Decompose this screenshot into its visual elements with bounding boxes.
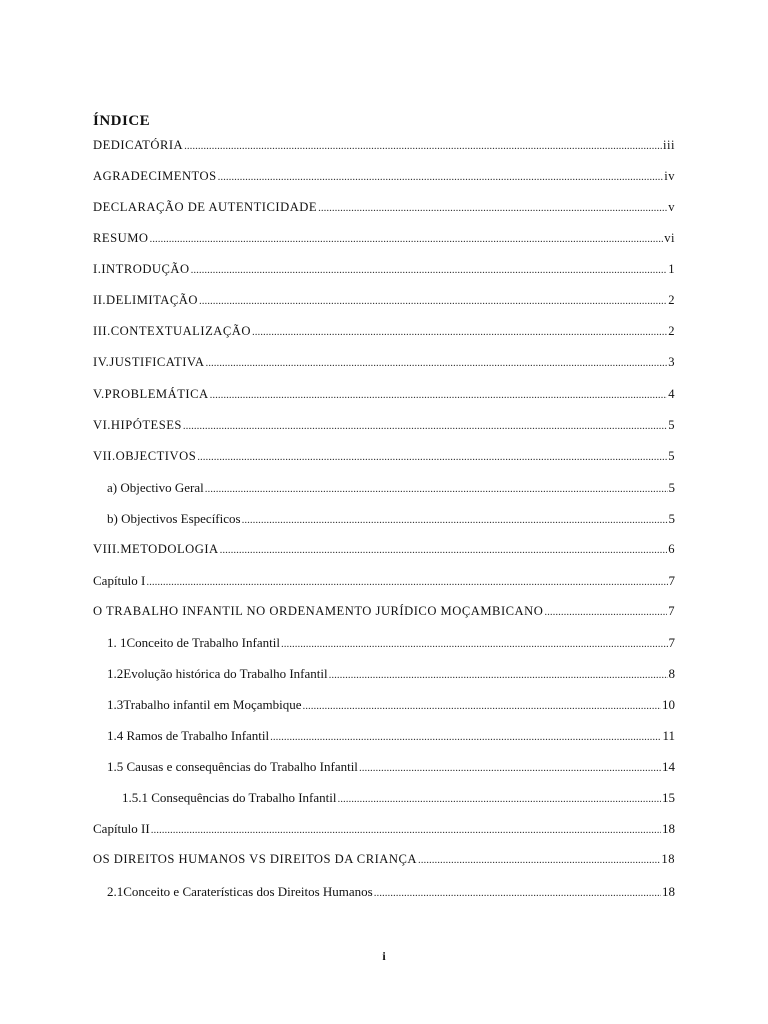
toc-entry-page: 5 bbox=[668, 510, 675, 526]
toc-entry[interactable] bbox=[93, 852, 675, 883]
toc-entry-label: 1.5.1 Consequências do Trabalho Infantil bbox=[122, 790, 337, 806]
toc-entry-page: 4 bbox=[668, 386, 675, 401]
toc-entry-page: 5 bbox=[668, 417, 675, 432]
toc-entry-page: vi bbox=[664, 231, 675, 246]
toc-entry[interactable] bbox=[93, 759, 675, 790]
toc-entry-label: 1.4 Ramos de Trabalho Infantil bbox=[107, 728, 270, 744]
toc-entry-page: 15 bbox=[662, 790, 675, 806]
toc-entry[interactable] bbox=[93, 387, 675, 418]
toc-entry-label: 1.3Trabalho infantil em Moçambique bbox=[107, 697, 302, 713]
toc-entry-label: O TRABALHO INFANTIL NO ORDENAMENTO JURÍDICO MOÇAMBICANO bbox=[93, 603, 544, 618]
toc-dot-leader bbox=[329, 669, 668, 681]
toc-entry-page: 1 bbox=[668, 262, 675, 277]
toc-entry-page: 6 bbox=[668, 541, 675, 556]
toc-entry-label: OS DIREITOS HUMANOS VS DIREITOS DA CRIANÇA bbox=[93, 852, 417, 867]
toc-dot-leader bbox=[374, 887, 661, 899]
toc-entry[interactable] bbox=[93, 821, 675, 852]
toc-dot-leader bbox=[252, 326, 667, 338]
toc-entry[interactable] bbox=[93, 511, 675, 542]
toc-dot-leader bbox=[146, 576, 667, 588]
toc-entry-page: 2 bbox=[668, 324, 675, 339]
toc-entry-page: 10 bbox=[662, 697, 675, 713]
toc-entry-page: 5 bbox=[668, 479, 675, 495]
toc-entry-page: 7 bbox=[668, 635, 675, 650]
toc-dot-leader bbox=[218, 171, 664, 183]
toc-entry-label: IV.JUSTIFICATIVA bbox=[93, 355, 205, 370]
page-number: i bbox=[382, 949, 386, 963]
toc-entry-label: VI.HIPÓTESES bbox=[93, 417, 182, 432]
toc-entry-page: 18 bbox=[661, 852, 675, 867]
toc-entry-label: b) Objectivos Específicos bbox=[107, 510, 241, 526]
toc-entry-page: 18 bbox=[662, 821, 675, 837]
toc-entry[interactable] bbox=[93, 480, 675, 511]
toc-dot-leader bbox=[337, 793, 661, 805]
toc-entry[interactable] bbox=[93, 884, 675, 915]
toc-entry-page: iii bbox=[663, 138, 675, 152]
toc-entry[interactable] bbox=[93, 666, 675, 697]
toc-entry-label: 1.2Evolução histórica do Trabalho Infantil bbox=[107, 666, 328, 682]
toc-entry-label: V.PROBLEMÁTICA bbox=[93, 386, 209, 401]
toc-entry[interactable] bbox=[93, 728, 675, 759]
toc-entry[interactable] bbox=[93, 418, 675, 449]
toc-dot-leader bbox=[359, 762, 661, 774]
toc-dot-leader bbox=[184, 140, 662, 152]
toc-entry-page: 7 bbox=[668, 603, 675, 618]
toc-entry-label: DECLARAÇÃO DE AUTENTICIDADE bbox=[93, 200, 318, 215]
toc-entry-label: I.INTRODUÇÃO bbox=[93, 262, 190, 277]
toc-dot-leader bbox=[281, 638, 668, 650]
toc-entry-label: Capítulo II bbox=[93, 821, 150, 837]
toc-entry[interactable] bbox=[93, 324, 675, 355]
toc-title: ÍNDICE bbox=[93, 113, 151, 129]
toc-dot-leader bbox=[197, 451, 667, 463]
toc-entry[interactable] bbox=[93, 138, 675, 169]
toc-entry-label: a) Objectivo Geral bbox=[107, 479, 204, 495]
toc-entry[interactable] bbox=[93, 635, 675, 666]
toc-entry[interactable] bbox=[93, 697, 675, 728]
toc-entry-label: Capítulo I bbox=[93, 572, 146, 588]
table-of-contents bbox=[93, 138, 675, 915]
toc-dot-leader bbox=[418, 854, 660, 866]
toc-dot-leader bbox=[205, 483, 668, 495]
toc-entry-page: 2 bbox=[668, 293, 675, 308]
toc-entry[interactable] bbox=[93, 262, 675, 293]
toc-entry-label: VII.OBJECTIVOS bbox=[93, 448, 197, 463]
toc-entry-page: 18 bbox=[662, 883, 675, 899]
toc-entry[interactable] bbox=[93, 449, 675, 480]
toc-dot-leader bbox=[183, 420, 667, 432]
toc-dot-leader bbox=[544, 606, 667, 618]
toc-dot-leader bbox=[303, 700, 662, 712]
toc-entry-label: 1.5 Causas e consequências do Trabalho Infantil bbox=[107, 759, 358, 775]
toc-entry-label: 1. 1Conceito de Trabalho Infantil bbox=[107, 635, 280, 650]
toc-entry[interactable] bbox=[93, 169, 675, 200]
toc-entry[interactable] bbox=[93, 573, 675, 604]
toc-entry-page: 11 bbox=[662, 728, 675, 744]
toc-entry-label: RESUMO bbox=[93, 231, 149, 246]
toc-dot-leader bbox=[151, 824, 661, 836]
toc-dot-leader bbox=[270, 731, 661, 743]
toc-entry-label: DEDICATÓRIA bbox=[93, 138, 184, 152]
toc-entry[interactable] bbox=[93, 790, 675, 821]
toc-entry-label: 2.1Conceito e Caraterísticas dos Direitos Humanos bbox=[107, 883, 373, 899]
toc-entry-label: AGRADECIMENTOS bbox=[93, 169, 217, 184]
toc-entry[interactable] bbox=[93, 355, 675, 386]
toc-dot-leader bbox=[149, 233, 663, 245]
toc-entry-page: 14 bbox=[662, 759, 675, 775]
toc-dot-leader bbox=[242, 514, 668, 526]
toc-entry[interactable] bbox=[93, 293, 675, 324]
toc-dot-leader bbox=[205, 357, 667, 369]
toc-dot-leader bbox=[220, 544, 668, 556]
toc-entry-label: VIII.METODOLOGIA bbox=[93, 541, 219, 556]
toc-dot-leader bbox=[210, 389, 668, 401]
toc-entry[interactable] bbox=[93, 200, 675, 231]
toc-entry[interactable] bbox=[93, 542, 675, 573]
toc-entry-label: III.CONTEXTUALIZAÇÃO bbox=[93, 324, 251, 339]
toc-dot-leader bbox=[199, 295, 667, 307]
toc-entry-page: v bbox=[668, 200, 675, 215]
toc-entry[interactable] bbox=[93, 231, 675, 262]
toc-dot-leader bbox=[191, 264, 668, 276]
toc-entry-page: iv bbox=[664, 169, 675, 184]
toc-entry[interactable] bbox=[93, 604, 675, 635]
toc-entry-label: II.DELIMITAÇÃO bbox=[93, 293, 198, 308]
toc-entry-page: 7 bbox=[668, 572, 675, 588]
toc-entry-page: 8 bbox=[668, 666, 675, 682]
toc-entry-page: 3 bbox=[668, 355, 675, 370]
toc-dot-leader bbox=[318, 202, 667, 214]
toc-entry-page: 5 bbox=[668, 448, 675, 463]
